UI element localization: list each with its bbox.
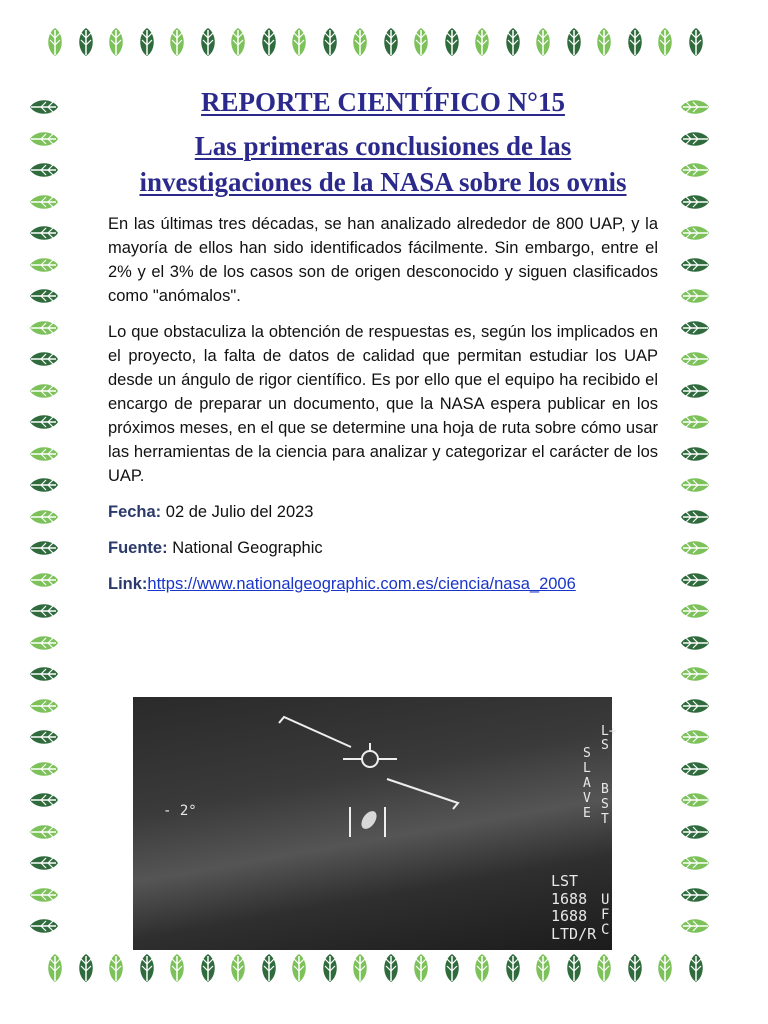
leaf-icon <box>467 27 497 62</box>
leaf-icon <box>29 407 59 442</box>
leaf-icon <box>29 911 59 946</box>
leaf-icon <box>223 27 253 62</box>
leaf-icon <box>680 659 710 694</box>
leaf-icon <box>680 817 710 852</box>
leaf-icon <box>254 953 284 988</box>
leaf-icon <box>101 27 131 62</box>
source-label: Fuente: <box>108 539 168 557</box>
leaf-icon <box>589 953 619 988</box>
leaf-icon <box>680 533 710 568</box>
leaf-icon <box>680 470 710 505</box>
leaf-icon <box>589 27 619 62</box>
leaf-icon <box>620 27 650 62</box>
leaf-icon <box>498 27 528 62</box>
leaf-icon <box>29 313 59 348</box>
leaf-icon <box>40 27 70 62</box>
leaf-icon <box>680 281 710 316</box>
leaf-icon <box>29 659 59 694</box>
leaf-icon <box>29 880 59 915</box>
leaf-icon <box>680 187 710 222</box>
leaf-icon <box>29 439 59 474</box>
leaf-icon <box>29 250 59 285</box>
leaf-icon <box>29 785 59 820</box>
leaf-icon <box>406 27 436 62</box>
svg-text:S: S <box>601 738 609 753</box>
leaf-icon <box>680 722 710 757</box>
paragraph-2: Lo que obstaculiza la obtención de respuestas es, según los implicados en el proyecto, la falta de datos de calidad que permitan estudiar los UAP desde un ángulo de rigor científico. Es por ello que el equipo ha recibido el encargo de preparar un documento, que la NASA espera publicar en los próximos meses, en el que se determine una hoja de ruta sobre cómo usar las herramientas de la ciencia para analizar y categorizar el carácter de los UAP. <box>108 323 658 485</box>
leaf-icon <box>29 187 59 222</box>
leaf-icon <box>71 953 101 988</box>
leaf-icon <box>680 911 710 946</box>
leaf-icon <box>680 596 710 631</box>
leaf-icon <box>29 218 59 253</box>
crosshair-icon <box>362 751 378 767</box>
leaf-icon <box>680 344 710 379</box>
leaf-icon <box>559 953 589 988</box>
leaf-icon <box>40 953 70 988</box>
leaf-icon <box>29 502 59 537</box>
leaf-icon <box>29 628 59 663</box>
svg-text:L+: L+ <box>601 724 617 739</box>
leaf-icon <box>132 953 162 988</box>
svg-text:B: B <box>601 782 609 797</box>
svg-text:L: L <box>583 761 591 776</box>
leaf-icon <box>29 722 59 757</box>
date-line <box>108 500 658 524</box>
leaf-icon <box>29 754 59 789</box>
leaf-icon <box>29 691 59 726</box>
leaf-icon <box>467 953 497 988</box>
svg-text:LST: LST <box>551 872 579 890</box>
leaf-icon <box>376 953 406 988</box>
date-label: Fecha: <box>108 503 162 521</box>
leaf-icon <box>528 27 558 62</box>
leaf-icon <box>437 953 467 988</box>
hud-overlay <box>133 697 617 950</box>
link-label: Link: <box>108 575 148 593</box>
source-value: National Geographic <box>172 539 323 557</box>
leaf-icon <box>29 565 59 600</box>
report-subtitle: Las primeras conclusiones de las investigaciones de la NASA sobre los ovnis <box>139 131 627 197</box>
leaf-icon <box>680 124 710 159</box>
leaf-icon <box>162 27 192 62</box>
leaf-icon <box>528 953 558 988</box>
leaf-icon <box>680 313 710 348</box>
leaf-icon <box>29 848 59 883</box>
svg-text:S: S <box>583 746 591 761</box>
leaf-icon <box>437 27 467 62</box>
leaf-icon <box>29 92 59 127</box>
svg-text:C: C <box>601 922 610 938</box>
svg-text:1688: 1688 <box>551 907 588 925</box>
leaf-icon <box>650 27 680 62</box>
leaf-icon <box>29 376 59 411</box>
svg-text:LTD/R: LTD/R <box>551 925 597 943</box>
paragraph-1: En las últimas tres décadas, se han analizado alrededor de 800 UAP, y la mayoría de ellos han sido identificados fácilmente. Sin embargo, entre el 2% y el 3% de los casos son de origen desconocido y siguen clasificados como "anómalos". <box>108 215 658 305</box>
uap-infrared-photo <box>133 697 617 950</box>
leaf-icon <box>162 953 192 988</box>
source-line <box>108 536 658 560</box>
leaf-icon <box>193 27 223 62</box>
leaf-icon <box>680 565 710 600</box>
leaf-icon <box>680 754 710 789</box>
svg-text:1688: 1688 <box>551 890 588 908</box>
leaf-icon <box>254 27 284 62</box>
leaf-icon <box>29 124 59 159</box>
leaf-icon <box>681 953 711 988</box>
leaf-icon <box>680 218 710 253</box>
leaf-icon <box>345 953 375 988</box>
svg-text:V: V <box>583 791 591 806</box>
leaf-icon <box>376 27 406 62</box>
source-link[interactable]: https://www.nationalgeographic.com.es/ciencia/nasa_2006 <box>147 575 576 593</box>
leaf-icon <box>29 533 59 568</box>
leaf-icon <box>681 27 711 62</box>
leaf-icon <box>680 376 710 411</box>
svg-text:T: T <box>601 812 609 827</box>
leaf-icon <box>223 953 253 988</box>
leaf-icon <box>406 953 436 988</box>
leaf-icon <box>620 953 650 988</box>
leaf-icon <box>680 92 710 127</box>
leaf-icon <box>315 953 345 988</box>
leaf-icon <box>680 502 710 537</box>
leaf-icon <box>680 848 710 883</box>
leaf-icon <box>650 953 680 988</box>
link-line <box>108 572 658 596</box>
svg-text:F: F <box>601 907 610 923</box>
hud-bracket-right <box>387 779 458 809</box>
leaf-icon <box>29 817 59 852</box>
leaf-icon <box>29 155 59 190</box>
report-title: REPORTE CIENTÍFICO N°15 <box>201 87 565 117</box>
leaf-icon <box>29 596 59 631</box>
hud-bracket-left <box>279 717 351 747</box>
leaf-icon <box>193 953 223 988</box>
leaf-icon <box>498 953 528 988</box>
leaf-icon <box>284 953 314 988</box>
angle-readout: - 2° <box>163 803 197 819</box>
leaf-icon <box>680 628 710 663</box>
date-value: 02 de Julio del 2023 <box>165 503 314 521</box>
leaf-icon <box>132 27 162 62</box>
svg-text:U: U <box>601 892 610 908</box>
leaf-icon <box>345 27 375 62</box>
leaf-icon <box>559 27 589 62</box>
leaf-icon <box>680 880 710 915</box>
leaf-icon <box>680 785 710 820</box>
leaf-icon <box>29 281 59 316</box>
leaf-icon <box>680 155 710 190</box>
svg-text:A: A <box>583 776 591 791</box>
leaf-icon <box>284 27 314 62</box>
report-content <box>108 84 658 596</box>
svg-text:E: E <box>583 806 591 821</box>
leaf-icon <box>680 407 710 442</box>
leaf-icon <box>29 470 59 505</box>
leaf-icon <box>315 27 345 62</box>
leaf-icon <box>680 691 710 726</box>
leaf-icon <box>680 250 710 285</box>
uap-object-icon <box>358 808 379 831</box>
leaf-icon <box>101 953 131 988</box>
svg-text:S: S <box>601 797 609 812</box>
leaf-icon <box>71 27 101 62</box>
leaf-icon <box>680 439 710 474</box>
leaf-icon <box>29 344 59 379</box>
